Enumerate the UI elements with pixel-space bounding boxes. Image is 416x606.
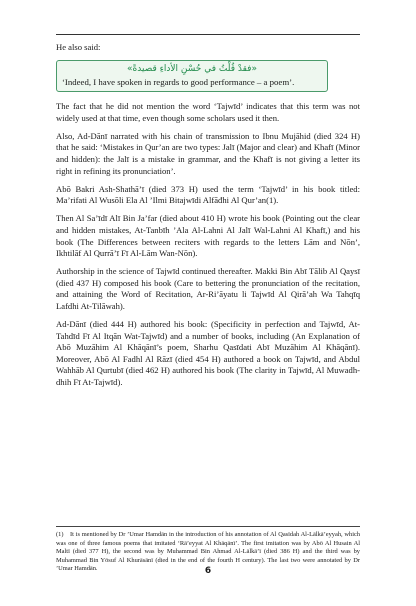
footnote-number: (1) xyxy=(56,531,64,538)
paragraph: Also, Ad-Dānī narrated with his chain of transmission to Ibnu Mujāhid (died 324 H) that he said: ‘Mistakes in Qur’an are two types: Jalī (Major and clear) and Khafī (Minor and hidden): the Jalī is a mistake in grammar, and the Khafī is not giving a letter its right in refining its pronunciation’. xyxy=(56,130,360,176)
paragraph: Abō Bakri Ash-Shathā’ī (died 373 H) used the term ‘Tajwīd’ in his book titled: Ma’rifati Al Wusōli Ela Al ’Ilmi Bitajwīdi Alfāđhi Al Qur’an(1). xyxy=(56,183,360,206)
footnote-rule xyxy=(56,526,360,527)
paragraph: Ad-Dānī (died 444 H) authored his book: (Specificity in perfection and Tajwīd, At-Tahdīd Fī Al Itqān Wat-Tajwīd) and a number of books, including (An Explanation of Abō Muzāhim Al Khāqānī’s poem, Sharhu Qasīdati Abī Muzāhim Al Khāqānī). Moreover, Abō Al Fadhl Al Rāzī (died 454 H) authored a book on Tajwīd, and Abdul Wahhāb Al Qurtubī (died 462 H) authored his book (The clarity in Tajwīd, Al Muwadh-dhih Fī At-Tajwīd). xyxy=(56,319,360,388)
page-number: 6 xyxy=(204,566,212,576)
quote-english: ‘Indeed, I have spoken in regards to good performance – a poem’. xyxy=(62,77,295,88)
paragraph: Then Al Sa’īdī Alī Bin Ja’far (died about 410 H) wrote his book (Pointing out the clear and hidden mistakes, At-Tanbīh ’Ala Al-Lahni Al Jalī Wal-Lahni Al Khafī,) and his book (The Differences between reciters with regards to the letters Lām and Nōn’, Ikhtilāf Al Qurrā’ī Fī Al-Lām Wan-Nōn). xyxy=(56,213,360,259)
intro-line: He also said: xyxy=(56,42,101,52)
paragraph: Authorship in the science of Tajwīd continued thereafter. Makki Bin Abī Tālib Al Qaysī (died 437 H) composed his book (Care to bettering the pronunciation of the recitation, and attaining the Word of Recitation, Ar-Ri’āyatu li Tajwīd Al Qirā’ah Wa Tahqīq Lafdhi At-Tilāwah). xyxy=(56,266,360,311)
paragraph: The fact that he did not mention the word ‘Tajwīd’ indicates that this term was not widely used at that time, even though some scholars used it then. xyxy=(56,101,360,123)
quote-box xyxy=(56,60,328,92)
header-rule xyxy=(56,34,360,35)
quote-arabic: «فقدْ قُلْتُ في حُسْنِ الأداءِ قصيدةً» xyxy=(127,64,257,75)
page-body xyxy=(56,42,360,395)
footnote-text: It is mentioned by Dr ’Umar Hamdān in the introduction of his annotation of Al Qasīdah Al-Lālkā’eyyah, which was one of three famous poems that imitated ‘Rā’eyyat Al Khāqānī’. The first imitation was by Abō Al Husain Al Maltī (died 377 H), the second was by Muhammad Bin Ahmad Al-Lālkā’ī (died 386 H) and the third was by Muhammad Bin Yōsuf Al Khurāsānī (died in the end of the fourth H century). The last two were annotated by Dr ’Umar Hamdān. xyxy=(56,531,360,573)
